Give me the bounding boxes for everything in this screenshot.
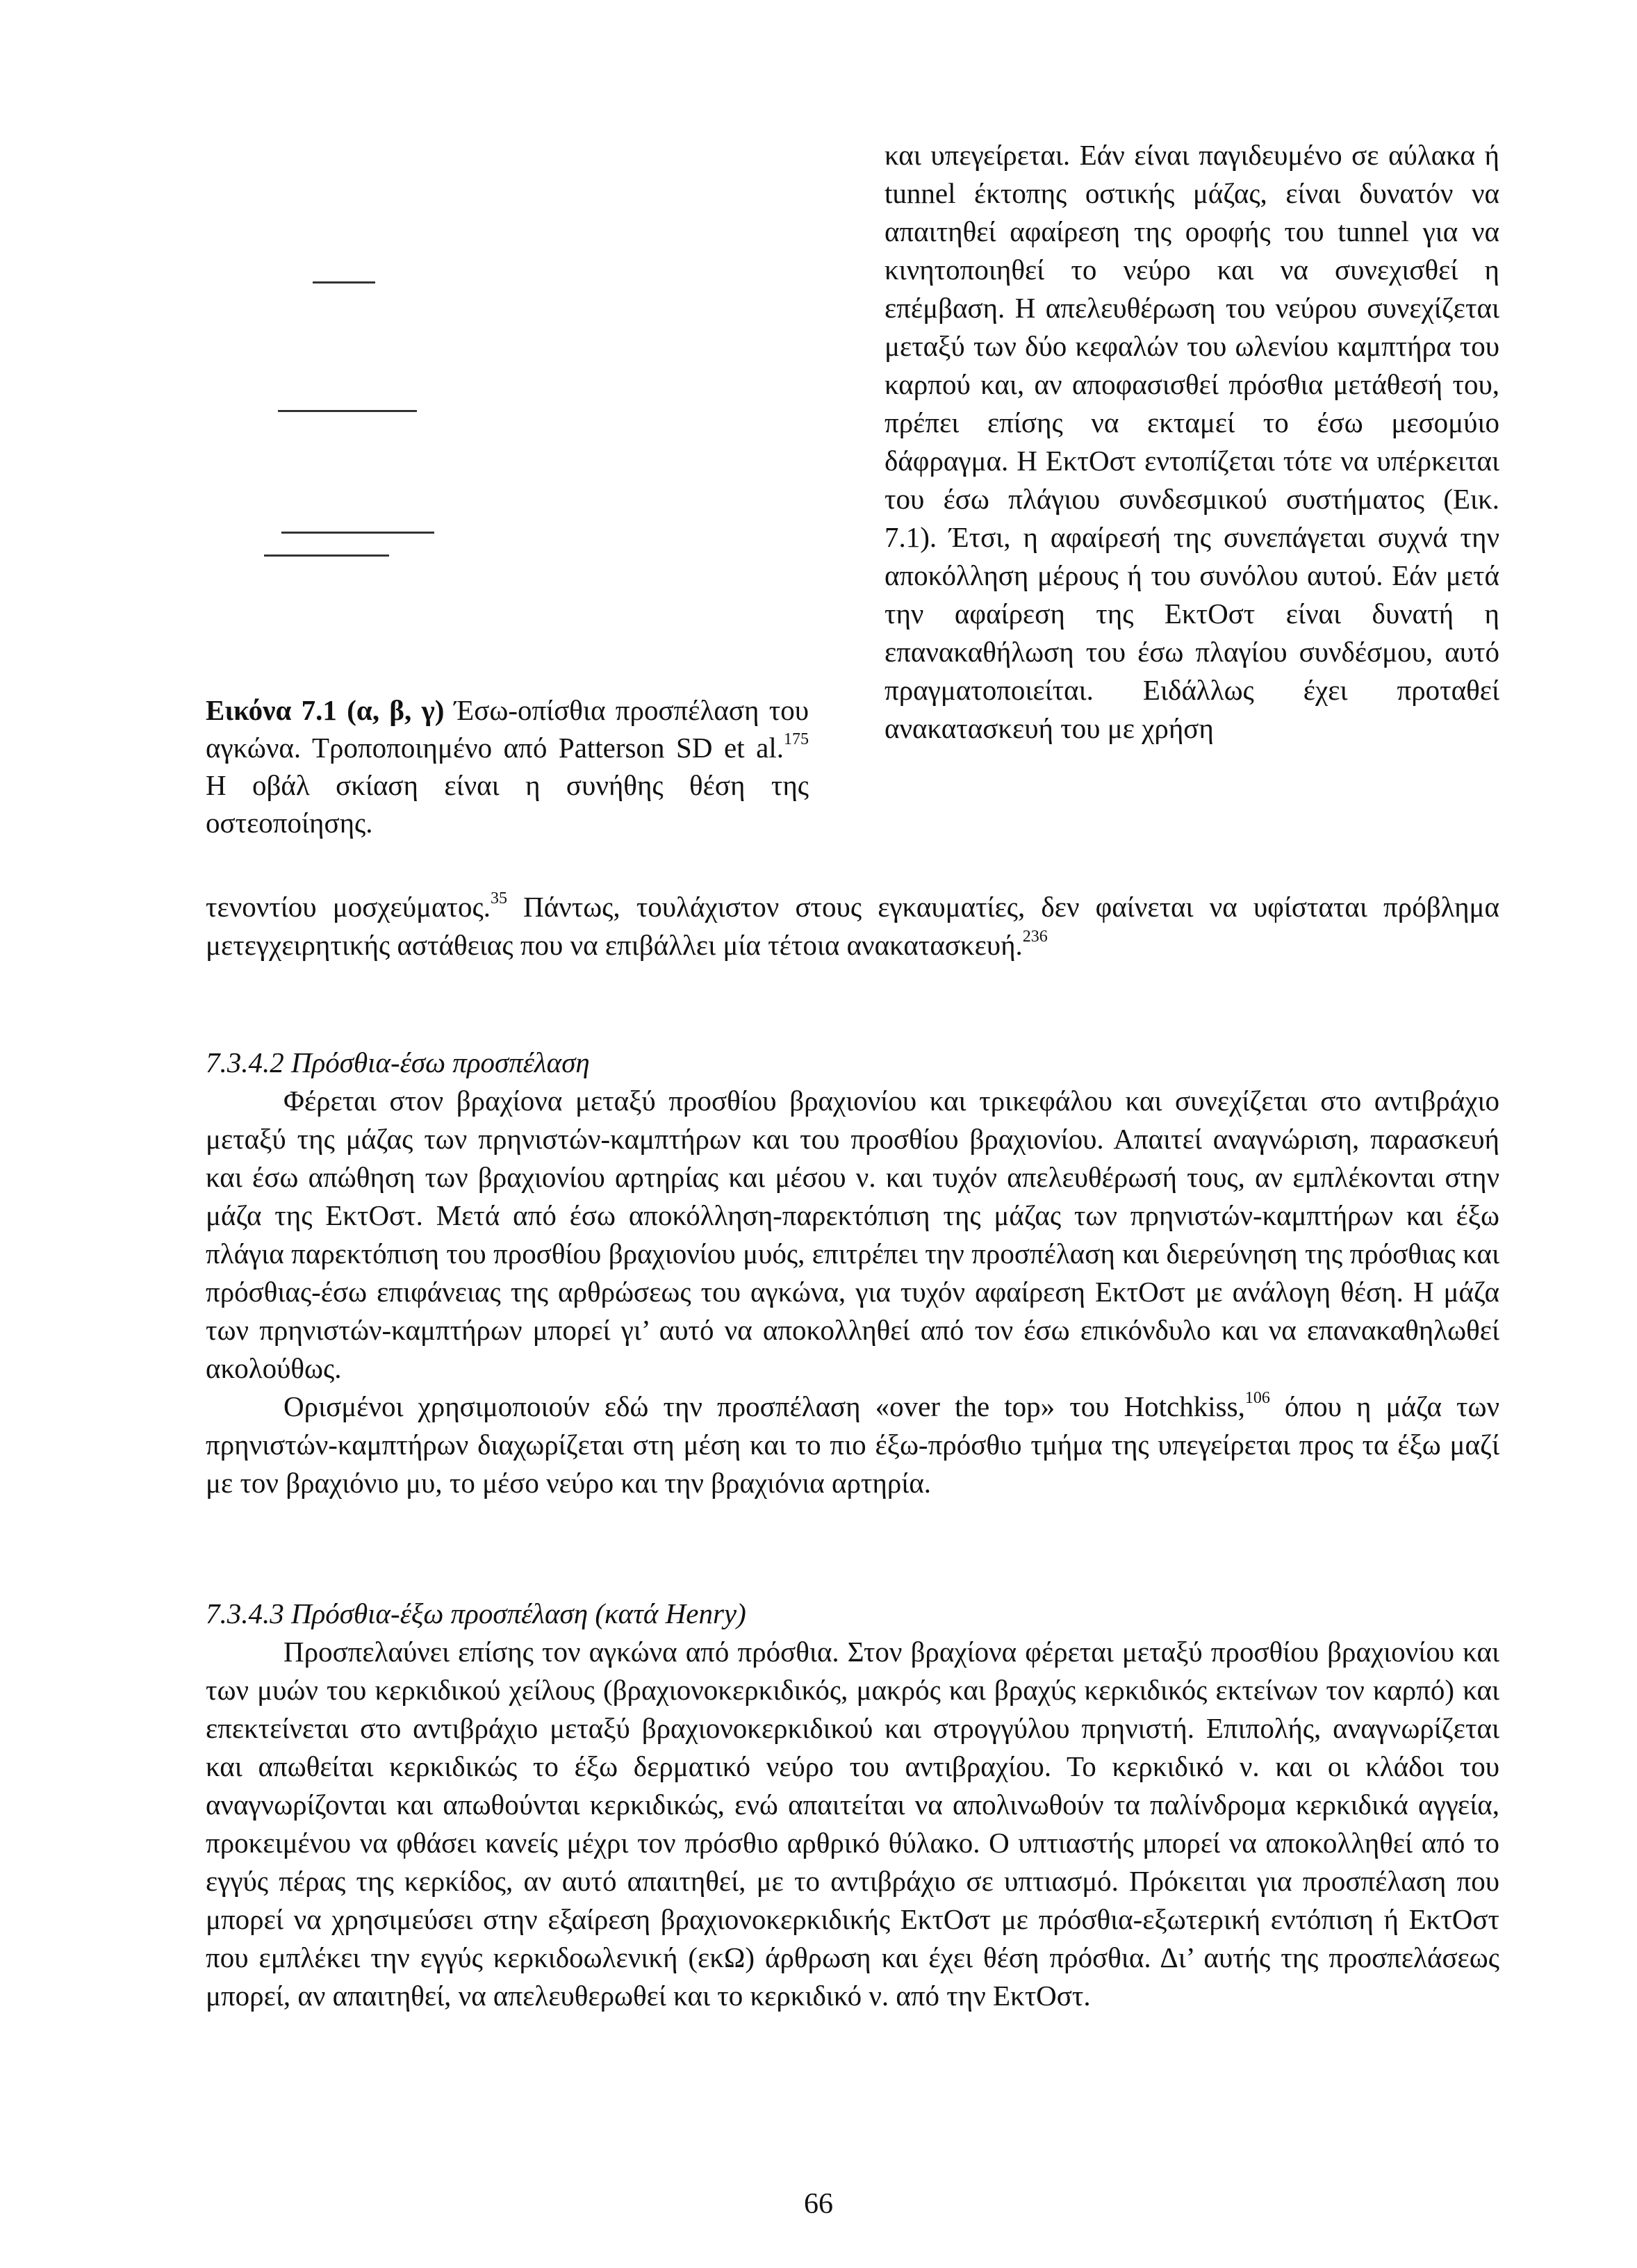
continuation-reference-a: 35 (490, 889, 507, 908)
right-column-text (885, 136, 1499, 748)
caption-reference: 175 (784, 730, 809, 749)
section-paragraph: Προσπελαύνει επίσης τον αγκώνα από πρόσθια. Στον βραχίονα φέρεται μεταξύ προσθίου βραχιονίου και των μυών του κερκιδικού χείλους (βραχιονοκερκιδικός, μακρός και βραχύς κερκιδικός εκτείνων τον καρπό) και επεκτείνεται στο αντιβράχιο μεταξύ βραχιονοκερκιδικού και στρογγύλου πρηνιστή. Επιπολής, αναγνωρίζεται και απωθείται κερκιδικώς το έξω δερματικό νεύρο του αντιβραχίου. Το κερκιδικό ν. και οι κλάδοι του αναγνωρίζονται και απωθούνται κερκιδικώς, ενώ απαιτείται να απολινωθούν τα παλίνδρομα κερκιδικά αγγεία, προκειμένου να φθάσει κανείς μέχρι τον πρόσθιο αρθρικό θύλακο. Ο υπτιαστής μπορεί να αποκολληθεί από το εγγύς πέρας της κερκίδος, αν αυτό απαιτηθεί, με το αντιβράχιο σε υπτιασμό. Πρόκειται για προσπέλαση που μπορεί να χρησιμεύσει στην εξαίρεση βραχιονοκερκιδικής ΕκτΟστ με πρόσθια-εξωτερική εντόπιση ή ΕκτΟστ που εμπλέκει την εγγύς κερκιδοωλενική (εκΩ) άρθρωση και έχει θέση πρόσθια. Δι’ αυτής της προσπελάσεως μπορεί, αν απαιτηθεί, να απελευθερωθεί και το κερκιδικό ν. από την ΕκτΟστ. (206, 1636, 1499, 2012)
page-number: 66 (804, 2188, 833, 2220)
paragraph-text-a: Ορισμένοι χρησιμοποιούν εδώ την προσπέλαση «over the top» του Hotchkiss, (283, 1390, 1245, 1422)
figure-line (278, 410, 417, 412)
continuation-text (206, 888, 1499, 964)
section-7-3-4-3 (206, 1595, 1499, 2015)
caption-text-a: Έσω-οπίσθια προσπέλαση του αγκώνα. Τροποποιημένο από Patterson SD et al. (206, 694, 809, 764)
section-heading: 7.3.4.2 Πρόσθια-έσω προσπέλαση (206, 1046, 590, 1078)
paragraph-text-b: όπου η μάζα των πρηνιστών-καμπτήρων διαχωρίζεται στη μέση και το πιο έξω-πρόσθιο τμήμα της υπεγείρεται προς τα έξω μαζί με τον βραχιόνιο μυ, το μέσο νεύρο και την βραχιόνια αρτηρία. (206, 1390, 1499, 1499)
continuation-text-a: τενοντίου μοσχεύματος. (206, 891, 491, 923)
caption-text-b: Η οβάλ σκίαση είναι η συνήθης θέση της οστεοποίησης. (206, 769, 809, 839)
figure-line (313, 281, 375, 284)
figure-label: Εικόνα 7.1 (α, β, γ) (206, 694, 445, 726)
section-heading: 7.3.4.3 Πρόσθια-έξω προσπέλαση (κατά Henry) (206, 1597, 746, 1629)
figure-line (281, 532, 434, 534)
section-7-3-4-2 (206, 1044, 1499, 1502)
figure-remnant (257, 278, 438, 570)
figure-line (264, 554, 389, 557)
continuation-paragraph (206, 888, 1499, 964)
right-column-paragraph: και υπεγείρεται. Εάν είναι παγιδευμένο σε αύλακα ή tunnel έκτοπης οστικής μάζας, είναι δυνατόν να απαιτηθεί αφαίρεση της οροφής του tunnel για να κινητοποιηθεί το νεύρο και να συνεχισθεί η επέμβαση. Η απελευθέρωση του νεύρου συνεχίζεται μεταξύ των δύο κεφαλών του ωλενίου καμπτήρα του καρπού και, αν αποφασισθεί πρόσθια μετάθεσή του, πρέπει επίσης να εκταμεί το έσω μεσομύιο δάφραγμα. Η ΕκτΟστ εντοπίζεται τότε να υπέρκειται του έσω πλάγιου συνδεσμικού συστήματος (Εικ. 7.1). Έτσι, η αφαίρεσή της συνεπάγεται συχνά την αποκόλληση μέρους ή του συνόλου αυτού. Εάν μετά την αφαίρεση της ΕκτΟστ είναι δυνατή η επανακαθήλωση του έσω πλαγίου συνδέσμου, αυτό πραγματοποιείται. Ειδάλλως έχει προταθεί ανακατασκευή του με χρήση (885, 139, 1499, 744)
paragraph-reference: 106 (1244, 1389, 1270, 1408)
continuation-reference-b: 236 (1022, 928, 1048, 946)
figure-caption (206, 691, 809, 841)
section-paragraph: Φέρεται στον βραχίονα μεταξύ προσθίου βραχιονίου και τρικεφάλου και συνεχίζεται στο αντιβράχιο μεταξύ της μάζας των πρηνιστών-καμπτήρων και του προσθίου βραχιονίου. Απαιτεί αναγνώριση, παρασκευή και έσω απώθηση των βραχιονίου αρτηρίας και μέσου ν. και τυχόν απελευθέρωσή τους, αν εμπλέκονται στην μάζα της ΕκτΟστ. Μετά από έσω αποκόλληση-παρεκτόπιση της μάζας των πρηνιστών-καμπτήρων και έξω πλάγια παρεκτόπιση του προσθίου βραχιονίου μυός, επιτρέπει την προσπέλαση και διερεύνηση της πρόσθιας και πρόσθιας-έσω επιφάνειας της αρθρώσεως του αγκώνα, για τυχόν αφαίρεση ΕκτΟστ με ανάλογη θέση. Η μάζα των πρηνιστών-καμπτήρων μπορεί γι’ αυτό να αποκολληθεί από τον έσω επικόνδυλο και να επανακαθηλωθεί ακολούθως. (206, 1085, 1499, 1384)
section-paragraph (206, 1388, 1499, 1502)
continuation-text-b: Πάντως, τουλάχιστον στους εγκαυματίες, δεν φαίνεται να υφίσταται πρόβλημα μετεγχειρητικής αστάθειας που να επιβάλλει μία τέτοια ανακατασκευή. (206, 891, 1499, 961)
